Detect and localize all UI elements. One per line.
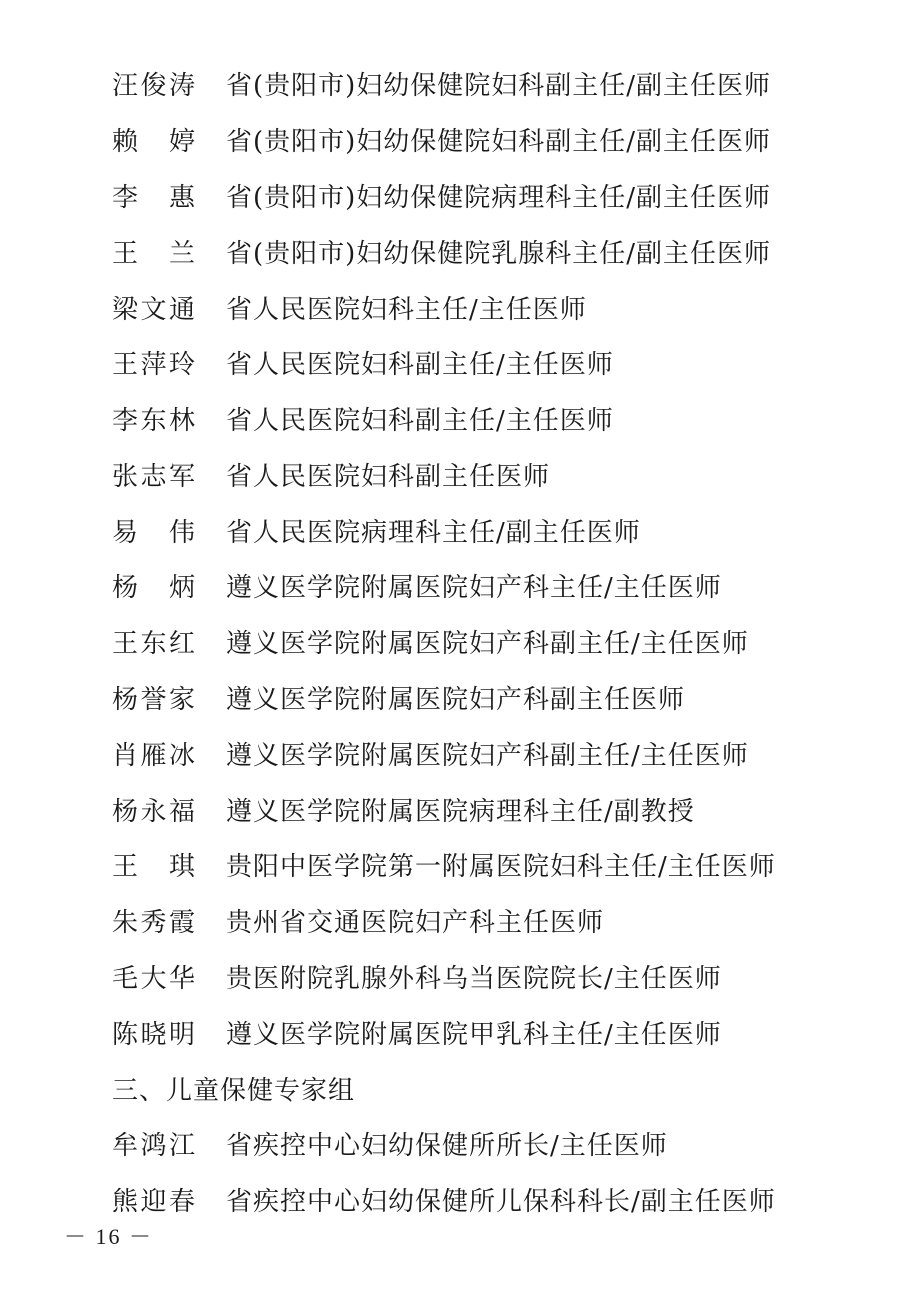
- expert-name: 杨 炳: [112, 572, 196, 603]
- list-item: [112, 63, 771, 103]
- list-item: [112, 677, 685, 717]
- list-item: [112, 621, 749, 661]
- expert-position: 贵医附院乳腺外科乌当医院院长/主任医师: [226, 963, 722, 994]
- expert-position: 省(贵阳市)妇幼保健院病理科主任/副主任医师: [226, 182, 772, 213]
- expert-name: 毛大华: [112, 963, 196, 994]
- list-item: [112, 1179, 776, 1219]
- expert-position: 省(贵阳市)妇幼保健院妇科副主任/副主任医师: [226, 70, 772, 101]
- expert-name: 肖雁冰: [112, 740, 196, 771]
- expert-position: 贵阳中医学院第一附属医院妇科主任/主任医师: [226, 851, 776, 882]
- expert-position: 贵州省交通医院妇产科主任医师: [226, 907, 605, 938]
- list-item: [112, 342, 614, 382]
- list-item: [112, 510, 641, 550]
- page-number: － 16 －: [64, 1224, 154, 1249]
- expert-position: 省(贵阳市)妇幼保健院妇科副主任/副主任医师: [226, 126, 772, 157]
- expert-position: 遵义医学院附属医院妇产科副主任/主任医师: [226, 628, 749, 659]
- list-item: [112, 789, 695, 829]
- expert-position: 遵义医学院附属医院妇产科副主任/主任医师: [226, 740, 749, 771]
- expert-name: 王 兰: [112, 238, 196, 269]
- expert-name: 王东红: [112, 628, 196, 659]
- expert-name: 杨誉家: [112, 684, 196, 715]
- expert-position: 省人民医院妇科副主任/主任医师: [226, 349, 614, 380]
- expert-name: 王 琪: [112, 851, 196, 882]
- list-item: [112, 1012, 722, 1052]
- expert-position: 省(贵阳市)妇幼保健院乳腺科主任/副主任医师: [226, 238, 772, 269]
- expert-position: 省人民医院妇科副主任医师: [226, 461, 551, 492]
- list-item: [112, 398, 614, 438]
- list-item: [112, 175, 771, 215]
- list-item: [112, 956, 722, 996]
- list-item: [112, 1123, 668, 1163]
- expert-name: 张志军: [112, 461, 196, 492]
- list-item: [112, 900, 604, 940]
- list-item: [112, 454, 550, 494]
- expert-position: 省疾控中心妇幼保健所儿保科科长/副主任医师: [226, 1186, 776, 1217]
- expert-position: 省人民医院妇科副主任/主任医师: [226, 405, 614, 436]
- list-item: [112, 231, 771, 271]
- expert-position: 遵义医学院附属医院妇产科副主任医师: [226, 684, 686, 715]
- list-item: [112, 844, 776, 884]
- expert-position: 遵义医学院附属医院病理科主任/副教授: [226, 796, 695, 827]
- expert-name: 朱秀霞: [112, 907, 196, 938]
- expert-name: 熊迎春: [112, 1186, 196, 1217]
- expert-name: 赖 婷: [112, 126, 196, 157]
- expert-name: 陈晓明: [112, 1019, 196, 1050]
- list-item: [112, 119, 771, 159]
- expert-name: 李东林: [112, 405, 196, 436]
- expert-name: 易 伟: [112, 517, 196, 548]
- expert-position: 省疾控中心妇幼保健所所长/主任医师: [226, 1130, 668, 1161]
- expert-position: 遵义医学院附属医院甲乳科主任/主任医师: [226, 1019, 722, 1050]
- expert-position: 省人民医院妇科主任/主任医师: [226, 294, 587, 325]
- expert-name: 杨永福: [112, 796, 196, 827]
- list-item: [112, 733, 749, 773]
- expert-position: 遵义医学院附属医院妇产科主任/主任医师: [226, 572, 722, 603]
- expert-name: 汪俊涛: [112, 70, 196, 101]
- list-item: [112, 287, 587, 327]
- expert-name: 王萍玲: [112, 349, 196, 380]
- section-heading: 三、儿童保健专家组: [112, 1075, 356, 1106]
- expert-name: 牟鸿江: [112, 1130, 196, 1161]
- expert-position: 省人民医院病理科主任/副主任医师: [226, 517, 641, 548]
- list-item: [112, 565, 722, 605]
- expert-name: 梁文通: [112, 294, 196, 325]
- expert-name: 李 惠: [112, 182, 196, 213]
